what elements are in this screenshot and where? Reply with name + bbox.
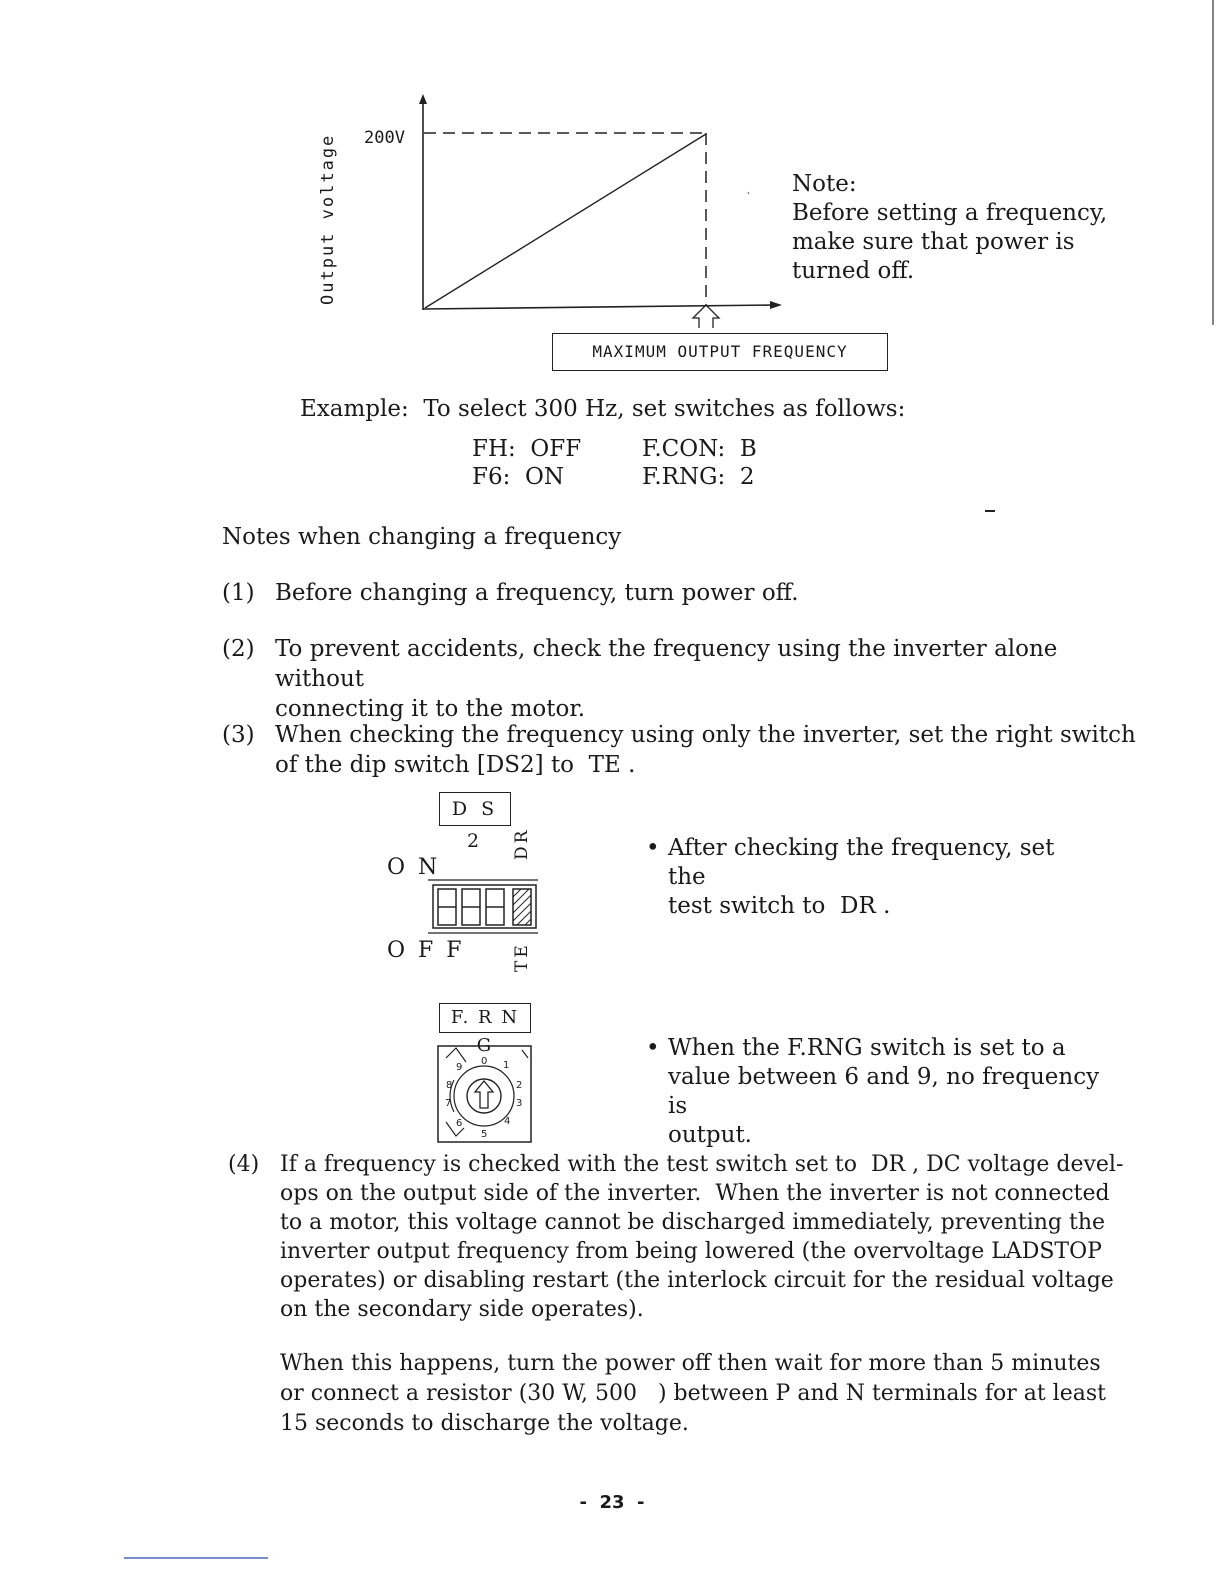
item-number: (1) xyxy=(222,580,255,606)
dip-switch-4-hatched xyxy=(513,889,531,925)
frng-rotary-dial xyxy=(436,1040,536,1146)
dial-digit-5: 5 xyxy=(481,1129,488,1140)
note-title: Note: xyxy=(792,171,857,197)
dash-mark xyxy=(985,508,997,514)
item-text xyxy=(275,720,1136,780)
dial-digit-0: 0 xyxy=(481,1056,488,1067)
vf-line xyxy=(425,134,706,308)
max-output-frequency-box: MAXIMUM OUTPUT FREQUENCY xyxy=(552,333,888,371)
item-line: on the secondary side operates). xyxy=(280,1297,644,1322)
bullet-line: When the F.RNG switch is set to a xyxy=(668,1035,1066,1061)
item-line: of the dip switch [DS2] to TE . xyxy=(275,752,636,778)
note-line-2: make sure that power is xyxy=(792,229,1075,255)
right-edge-line xyxy=(1211,0,1215,330)
item-line: When checking the frequency using only the inverter, set the right switch xyxy=(275,722,1136,748)
dial-corner-right xyxy=(522,1050,528,1058)
up-arrow-icon xyxy=(693,305,719,328)
x-axis xyxy=(423,305,775,309)
bullet-line: After checking the frequency, set the xyxy=(668,835,1055,890)
bottom-rule xyxy=(124,1556,274,1560)
voltage-label-200v: 200V xyxy=(364,128,405,148)
dial-digit-6: 6 xyxy=(456,1118,463,1129)
dial-digit-1: 1 xyxy=(503,1060,510,1071)
item-text xyxy=(275,578,1105,608)
item-number: (2) xyxy=(222,636,255,662)
ds2-label: D S 2 xyxy=(439,792,511,826)
ds2-off-label: O F F xyxy=(387,938,465,963)
dial-corner-left xyxy=(446,1048,466,1062)
switch-frng: F.RNG: 2 xyxy=(642,464,755,490)
switch-f6: F6: ON xyxy=(472,464,564,490)
item-line: operates) or disabling restart (the interlock circuit for the residual voltage xyxy=(280,1268,1114,1293)
item-number: (4) xyxy=(228,1152,260,1177)
bullet-dot-icon: • xyxy=(646,1035,660,1061)
item-text xyxy=(275,634,1105,724)
item-line: inverter output frequency from being lowered (the overvoltage LADSTOP xyxy=(280,1239,1102,1264)
ds2-on-label: O N xyxy=(387,855,441,880)
dial-digit-3: 3 xyxy=(516,1098,523,1109)
closing-line: When this happens, turn the power off then wait for more than 5 minutes xyxy=(280,1351,1101,1376)
closing-line: 15 seconds to discharge the voltage. xyxy=(280,1411,689,1436)
note-line-3: turned off. xyxy=(792,258,915,284)
x-axis-arrow xyxy=(770,301,782,309)
dip-switch-3 xyxy=(486,889,504,925)
dial-digit-8: 8 xyxy=(446,1080,453,1091)
notes-heading: Notes when changing a frequency xyxy=(222,524,622,550)
note-line-1: Before setting a frequency, xyxy=(792,200,1108,226)
page-number: - 23 - xyxy=(579,1492,645,1513)
item-line: connecting it to the motor. xyxy=(275,696,586,722)
switch-fh: FH: OFF xyxy=(472,436,582,462)
dial-digit-4: 4 xyxy=(504,1116,511,1127)
dial-digit-9: 9 xyxy=(456,1062,463,1073)
item-text xyxy=(280,1150,1124,1324)
frng-label: F. R N G xyxy=(439,1003,531,1033)
bullet-line: test switch to DR . xyxy=(668,893,891,919)
ds2-te-label: TE xyxy=(512,942,532,972)
dip-switch-1 xyxy=(438,889,456,925)
dip-switch-2 xyxy=(462,889,480,925)
ds2-dip-switch xyxy=(428,877,548,937)
item-line: ops on the output side of the inverter. When the inverter is not connected xyxy=(280,1181,1110,1206)
item-line: Before changing a frequency, turn power off. xyxy=(275,580,799,606)
closing-paragraph xyxy=(280,1349,1120,1439)
y-axis-label: Output voltage xyxy=(318,133,338,305)
faint-mark xyxy=(748,192,749,194)
bullet-dot-icon: • xyxy=(646,835,660,861)
dial-arrow-icon xyxy=(475,1081,493,1108)
bullet-line: value between 6 and 9, no frequency is xyxy=(668,1064,1100,1119)
example-line: Example: To select 300 Hz, set switches as follows: xyxy=(300,396,906,422)
closing-line: or connect a resistor (30 W, 500 ) between P and N terminals for at least xyxy=(280,1381,1106,1406)
note-block xyxy=(792,170,1112,286)
item-line: to a motor, this voltage cannot be discharged immediately, preventing the xyxy=(280,1210,1106,1235)
bullet-text xyxy=(668,834,1086,921)
item-number: (3) xyxy=(222,722,255,748)
y-axis-arrow xyxy=(419,94,427,104)
dial-digit-2: 2 xyxy=(516,1080,523,1091)
switch-fcon: F.CON: B xyxy=(642,436,757,462)
bullet-line: output. xyxy=(668,1122,752,1148)
item-line: If a frequency is checked with the test switch set to DR , DC voltage devel- xyxy=(280,1152,1124,1177)
ds2-dr-label: DR xyxy=(512,827,532,860)
bullet-text xyxy=(668,1034,1106,1150)
item-line: To prevent accidents, check the frequency using the inverter alone without xyxy=(275,636,1058,692)
dial-digit-7: 7 xyxy=(445,1098,452,1109)
